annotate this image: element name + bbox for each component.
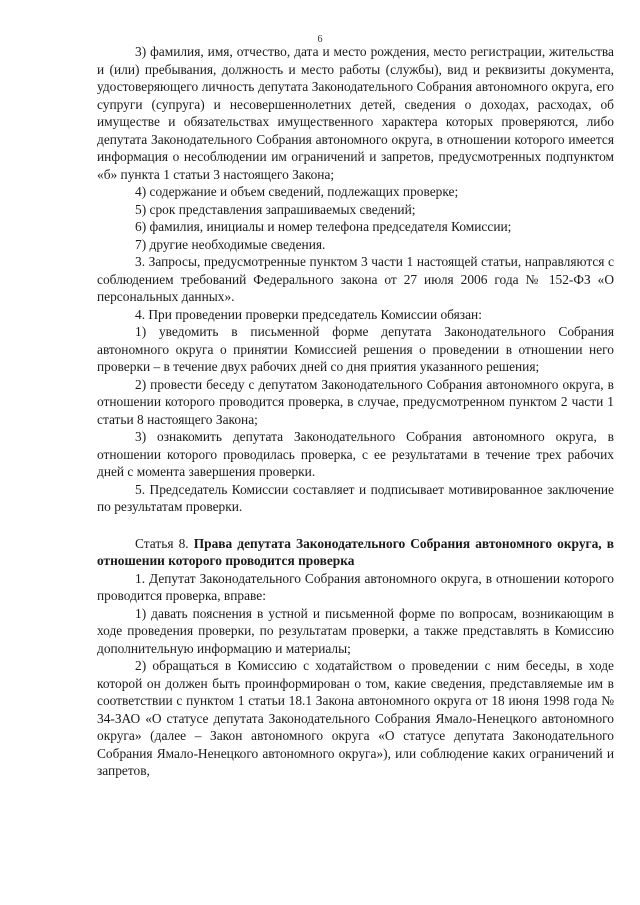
- paragraph-part-5: 5. Председатель Комиссии составляет и подписывает мотивированное заключение по результатам проверки.: [97, 481, 614, 514]
- page-number: 6: [317, 34, 323, 45]
- article-title: Права депутата Законодательного Собрания автономного округа, в отношении которого проводится проверка: [97, 535, 614, 568]
- document-body: [97, 43, 614, 780]
- paragraph-duty-3: 3) ознакомить депутата Законодательного Собрания автономного округа, в отношении которого проводилась проверка, с ее результатами в течение трех рабочих дней с момента завершения проверки.: [97, 429, 614, 479]
- article-heading: [97, 535, 614, 570]
- paragraph-item-5: 5) срок представления запрашиваемых сведений;: [135, 201, 416, 217]
- article-paragraph-3: 2) обращаться в Комиссию с ходатайством о проведении с ним беседы, в ходе которой он должен быть проинформирован о том, какие сведения, представляемые им в соответствии с пунктом 1 статьи 18.1 Закона автономного округа от 18 июня 1998 года № 34-ЗАО «О статусе депутата Законодательного Собрания Ямало-Ненецкого автономного округа» (далее – Закон автономного округа «О статусе депутата Законодательного Собрания Ямало-Ненецкого автономного округа»), или соблюдение каких ограничений и запретов,: [97, 658, 614, 778]
- paragraph-item-6: 6) фамилия, инициалы и номер телефона председателя Комиссии;: [135, 219, 512, 234]
- paragraph-part-4: 4. При проведении проверки председатель Комиссии обязан:: [135, 306, 482, 322]
- paragraph-duty-2: 2) провести беседу с депутатом Законодательного Собрания автономного округа, в отношении которого проводится проверка, в случае, предусмотренном пунктом 2 части 1 статьи 8 настоящего Закона;: [97, 376, 614, 427]
- article-prefix: Статья 8.: [135, 535, 189, 551]
- paragraph-item-3: 3) фамилия, имя, отчество, дата и место рождения, место регистрации, жительства и (или) пребывания, должность и место работы (службы), вид и реквизиты документа, удостоверяющего личность депутата Законодательного Собрания автономного округа, его супруги (супруга) и несовершеннолетних детей, сведения о доходах, расходах, об имуществе и обязательствах имущественного характера которых проверяются, либо депутата Законодательного Собрания автономного округа, в отношении которого имеется информация о несоблюдении им ограничений и запретов, предусмотренных подпунктом «б» пункта 1 статьи 3 настоящего Закона;: [97, 44, 614, 182]
- paragraph-part-3: 3. Запросы, предусмотренные пунктом 3 части 1 настоящей статьи, направляются с соблюдением требований Федерального закона от 27 июля 2006 года № 152-ФЗ «О персональных данных».: [97, 254, 614, 304]
- paragraph-item-4: 4) содержание и объем сведений, подлежащих проверке;: [135, 184, 459, 199]
- article-paragraph-1: 1. Депутат Законодательного Собрания автономного округа, в отношении которого проводится проверка, вправе:: [97, 570, 614, 603]
- article-paragraph-2: 1) давать пояснения в устной и письменной форме по вопросам, возникающим в ходе проведения проверки, по результатам проверки, а также представлять в Комиссию дополнительную информацию и материалы;: [97, 605, 614, 656]
- paragraph-duty-1: 1) уведомить в письменной форме депутата Законодательного Собрания автономного округа о принятии Комиссией решения о проведении в отношении него проверки – в течение двух рабочих дней со дня приятия указанного решения;: [97, 324, 614, 374]
- paragraph-item-7: 7) другие необходимые сведения.: [135, 236, 326, 252]
